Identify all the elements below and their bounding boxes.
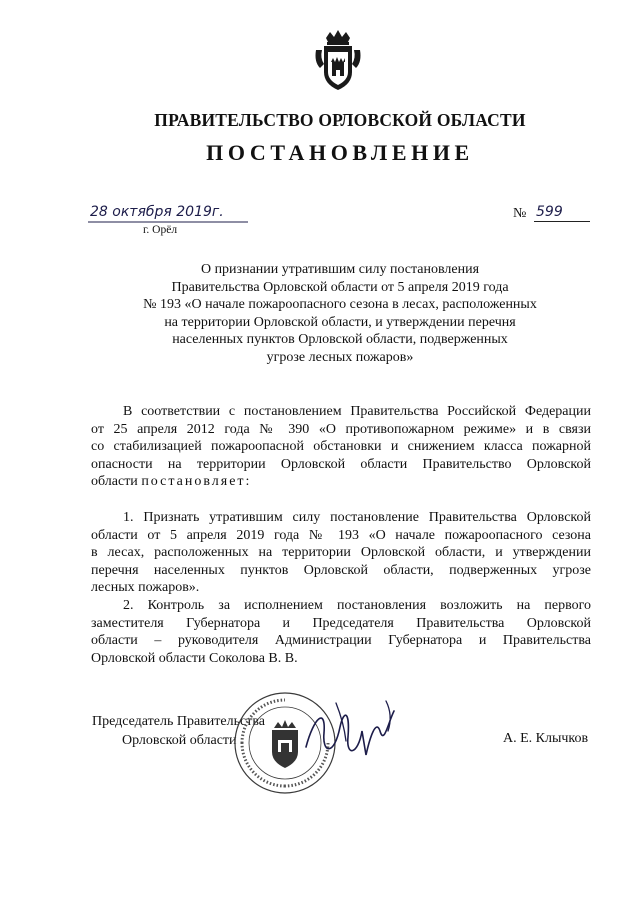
item-1-line: перечня населенных пунктов Орловской области, подверженных угрозе <box>91 562 591 578</box>
organization-title: ПРАВИТЕЛЬСТВО ОРЛОВСКОЙ ОБЛАСТИ <box>154 110 526 130</box>
handwritten-number: 599 <box>536 204 563 220</box>
handwritten-signature-icon <box>300 697 410 767</box>
item-2-line: области – руководителя Администрации Губернатора и Правительства <box>91 633 591 649</box>
subject-line: на территории Орловской области, и утверждении перечня <box>164 314 516 330</box>
position-line: Председатель Правительства <box>92 714 265 729</box>
item-2-line: заместителя Губернатора и Председателя Правительства Орловской <box>91 615 591 631</box>
document-type-heading: ПОСТАНОВЛЕНИЕ <box>206 140 474 165</box>
subject-line: О признании утратившим силу постановления <box>200 262 480 277</box>
paragraph-gap <box>91 491 591 509</box>
preamble-line: области <box>91 474 138 490</box>
signatory-name: А. Е. Клычков <box>503 731 589 746</box>
item-2-line: 2. Контроль за исполнением постановления возложить на первого <box>123 597 591 613</box>
preamble-line-last <box>91 473 591 491</box>
decree-word: постановляет: <box>141 474 252 490</box>
preamble-line: В соответствии с постановлением Правительства Российской Федерации <box>123 404 591 419</box>
number-label: № <box>513 206 527 221</box>
number-underline <box>534 221 590 222</box>
document-body <box>91 403 591 667</box>
item-2-line: Орловской области Соколова В. В. <box>91 650 298 666</box>
handwritten-date: 28 октября 2019г. <box>90 204 224 220</box>
preamble-line: со стабилизацией пожароопасной обстановки и снижением класса пожарной <box>91 439 591 455</box>
subject-heading <box>100 261 580 367</box>
coat-of-arms-icon <box>310 28 366 94</box>
item-1-line: области от 5 апреля 2019 года № 193 «О начале пожароопасного сезона <box>91 527 591 543</box>
city-label: г. Орёл <box>143 224 178 236</box>
subject-line: № 193 «О начале пожароопасного сезона в лесах, расположенных <box>143 297 537 313</box>
item-1-line: лесных пожаров». <box>91 580 200 596</box>
subject-line: населенных пунктов Орловской области, подверженных <box>172 332 508 348</box>
preamble-line: от 25 апреля 2012 года № 390 «О противопожарном режиме» и в связи <box>91 421 591 437</box>
preamble-line: опасности на территории Орловской области Правительство Орловской <box>91 456 591 472</box>
item-1-line: в лесах, расположенных на территории Орловской области, и утверждении <box>91 545 591 561</box>
subject-line: угрозе лесных пожаров» <box>266 349 414 365</box>
subject-line: Правительства Орловской области от 5 апреля 2019 года <box>171 279 509 295</box>
position-line: Орловской области <box>122 733 237 748</box>
item-1-line: 1. Признать утратившим силу постановление Правительства Орловской <box>123 509 591 525</box>
